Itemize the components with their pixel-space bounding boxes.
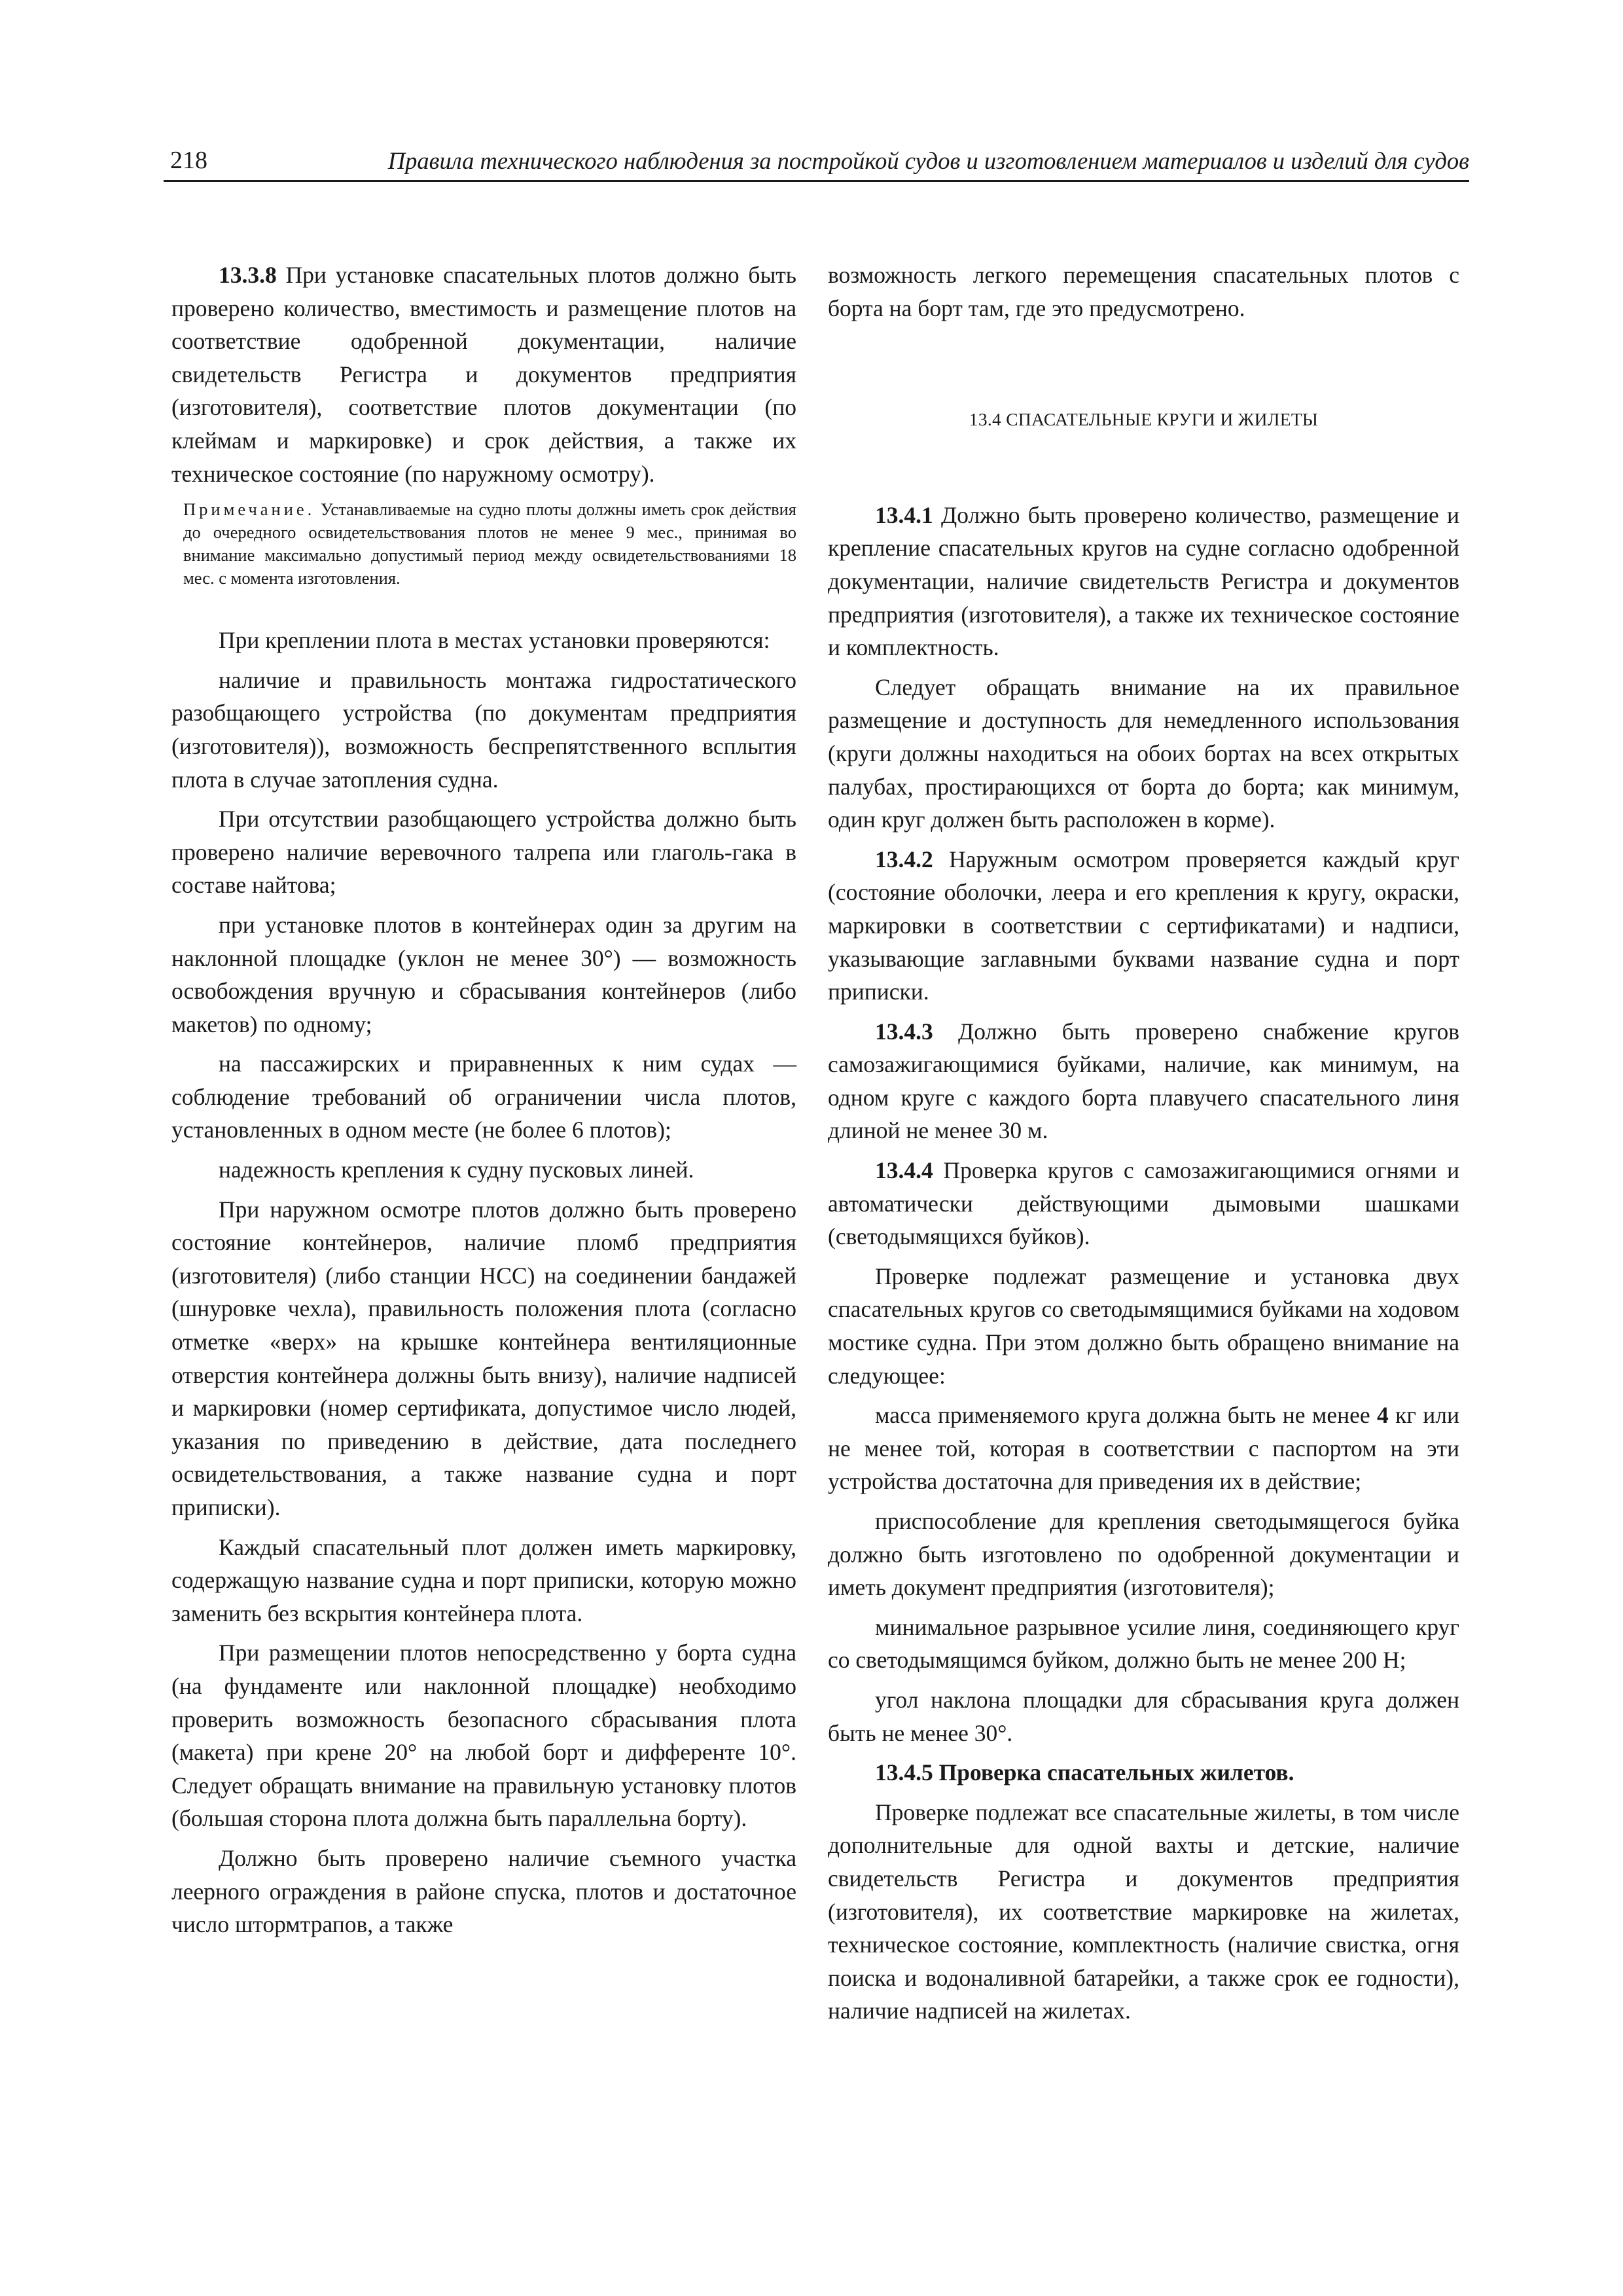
paragraph: приспособление для крепления светодымящегося буйка должно быть изготовлено по одобренной документации и иметь документ предприятия (изготовителя);	[828, 1508, 1459, 1601]
paragraph: Проверке подлежат размещение и установка двух спасательных кругов со светодымящимися буйками на ходовом мостике судна. При этом должно быть обращено внимание на следующее:	[828, 1263, 1459, 1389]
paragraph-text: Наружным осмотром проверяется каждый круг (состояние оболочки, леера и его крепления к кругу, окраски, маркировки в соответствии с сертификатами) и надписи, указывающие заглавными буквами название судна и порт приписки.	[828, 846, 1459, 1005]
section-number: 13.4.1	[875, 501, 933, 528]
paragraph: Проверке подлежат все спасательные жилеты, в том числе дополнительные для одной вахты и детские, наличие свидетельств Регистра и документов предприятия (изготовителя), их соответствие маркировке на жилетах, техническое состояние, комплектность (наличие свистка, огня поиска и водоналивной батарейки, а также срок ее годности), наличие надписей на жилетах.	[828, 1799, 1459, 2024]
paragraph: Должно быть проверено наличие съемного участка леерного ограждения в районе спуска, плотов и достаточное число штормтрапов, а также	[171, 1844, 796, 1938]
paragraph-13-4-4	[828, 1154, 1459, 1253]
section-number: 13.4.4	[875, 1157, 933, 1184]
paragraph: При размещении плотов непосредственно у борта судна (на фундаменте или наклонной площадке) необходимо проверить возможность безопасного сбрасывания плота (макета) при крене 20° на любой борт и дифференте 10°. Следует обращать внимание на правильную установку плотов (большая сторона плота должна быть параллельна борту).	[171, 1640, 796, 1832]
section-number: 13.4.3	[875, 1018, 933, 1045]
paragraph: надежность крепления к судну пусковых линей.	[219, 1157, 694, 1183]
paragraph: Каждый спасательный плот должен иметь маркировку, содержащую название судна и порт приписки, которую можно заменить без вскрытия контейнера плота.	[171, 1534, 796, 1626]
paragraph-text: Должно быть проверено количество, размещение и крепление спасательных кругов на судне согласно одобренной документации, наличие свидетельств Регистра и документов предприятия (изготовителя), а также их техническое состояние и комплектность.	[828, 501, 1459, 661]
page-number: 218	[170, 147, 207, 174]
spacer	[171, 590, 796, 624]
paragraph-13-4-3	[828, 1015, 1459, 1147]
paragraph: угол наклона площадки для сбрасывания круга должен быть не менее 30°.	[828, 1686, 1459, 1746]
running-title: Правила технического наблюдения за постройкой судов и изготовлением материалов и изделий для судов	[387, 147, 1469, 174]
page-header	[164, 141, 1469, 182]
paragraph	[828, 1399, 1459, 1498]
paragraph-text: При установке спасательных плотов должно быть проверено количество, вместимость и размещение плотов на соответствие одобренной документации, наличие свидетельств Регистра и документов предприятия (изготовителя), соответствие плотов документации (по клеймам и маркировке) и срок действия, а также их техническое состояние (по наружному осмотру).	[171, 262, 796, 487]
paragraph: минимальное разрывное усилие линя, соединяющего круг со светодымящимся буйком, должно быть не менее 200 Н;	[828, 1613, 1459, 1674]
paragraph: на пассажирских и приравненных к ним судах — соблюдение требований об ограничении числа плотов, установленных в одном месте (не более 6 плотов);	[171, 1050, 796, 1143]
paragraph-13-3-8	[171, 259, 796, 490]
right-column	[828, 259, 1459, 2034]
note-label: Примечание.	[183, 499, 315, 520]
paragraph: При креплении плота в местах установки проверяются:	[219, 627, 770, 654]
paragraph-continuation: возможность легкого перемещения спасательных плотов с борта на борт там, где это предусмотрено.	[828, 262, 1459, 321]
section-number: 13.4.2	[875, 846, 933, 872]
paragraph-text: масса применяемого круга должна быть не менее	[875, 1402, 1377, 1429]
paragraph-text: кг или не менее той, которая в соответствии с паспортом на эти устройства достаточна для приведения их в действие;	[828, 1402, 1459, 1495]
paragraph: наличие и правильность монтажа гидростатического разобщающего устройства (по документам предприятия (изготовителя)), возможность беспрепятственного всплытия плота в случае затопления судна.	[171, 666, 796, 793]
paragraph-text: Проверка кругов с самозажигающимися огнями и автоматически действующими дымовыми шашками (светодымящихся буйков).	[828, 1157, 1459, 1250]
paragraph: При наружном осмотре плотов должно быть проверено состояние контейнеров, наличие пломб предприятия (изготовителя) (либо станции НСС) на соединении бандажей (шнуровке чехла), правильность положения плота (согласно отметке «верх» на крышке контейнера вентиляционные отверстия контейнера должны быть внизу), наличие надписей и маркировки (номер сертификата, допустимое число людей, указания по приведению в действие, дата последнего освидетельствования, а также название судна и порт приписки).	[171, 1196, 796, 1520]
paragraph: при установке плотов в контейнерах один за другим на наклонной площадке (уклон не менее 30°) — возможность освобождения вручную и сбрасывания контейнеров (либо макетов) по одному;	[171, 911, 796, 1037]
note	[171, 498, 796, 590]
section-number: 13.3.8	[219, 262, 277, 288]
bold-value: 4	[1376, 1402, 1389, 1429]
paragraph-13-4-5-heading: 13.4.5 Проверка спасательных жилетов.	[875, 1759, 1294, 1786]
section-heading: 13.4 СПАСАТЕЛЬНЫЕ КРУГИ И ЖИЛЕТЫ	[969, 409, 1319, 430]
paragraph-13-4-1	[828, 499, 1459, 664]
left-column	[171, 259, 796, 1948]
paragraph: При отсутствии разобщающего устройства должно быть проверено наличие веревочного талрепа или глаголь-гака в составе найтова;	[171, 806, 796, 899]
paragraph-text: Должно быть проверено снабжение кругов самозажигающимися буйками, наличие, как минимум, на одном круге с каждого борта плавучего спасательного линя длиной не менее 30 м.	[828, 1018, 1459, 1144]
paragraph-13-4-2	[828, 843, 1459, 1009]
paragraph: Следует обращать внимание на их правильное размещение и доступность для немедленного использования (круги должны находиться на обоих бортах на всех открытых палубах, простирающихся от борта до борта; как минимум, один круг должен быть расположен в корме).	[828, 673, 1459, 833]
note-text: Устанавливаемые на судно плоты должны иметь срок действия до очередного освидетельствования плотов не менее 9 мес., принимая во внимание максимально допустимый период между освидетельствованиями 18 мес. с момента изготовления.	[183, 499, 796, 588]
